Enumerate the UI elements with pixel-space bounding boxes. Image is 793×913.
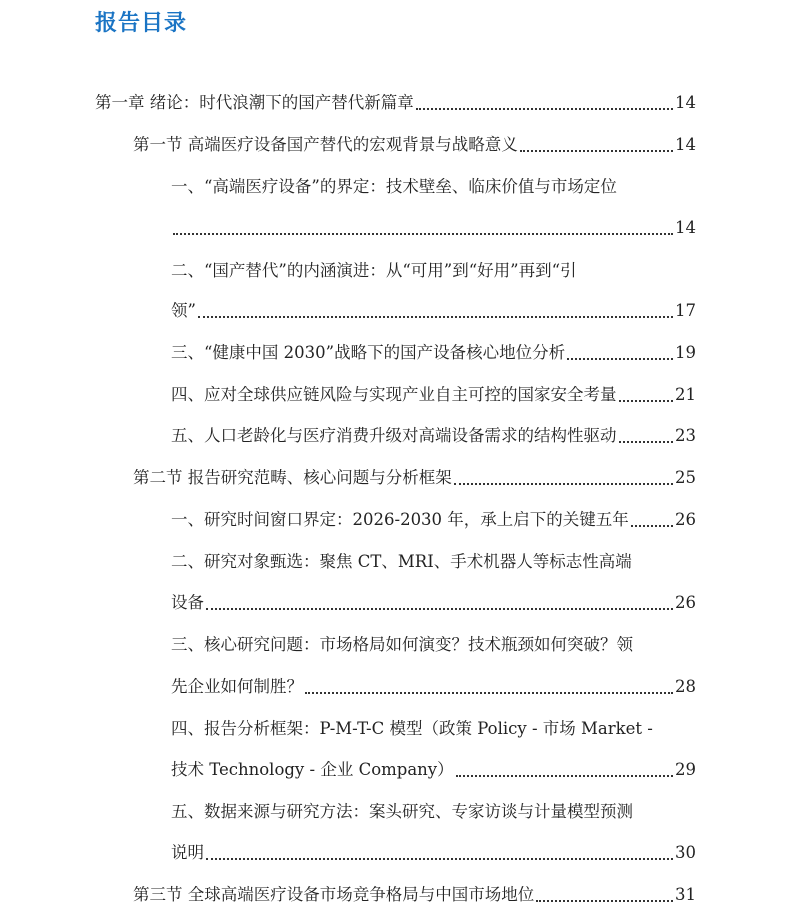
leader-dots bbox=[454, 473, 673, 485]
toc-entry-text: 说明 bbox=[171, 843, 204, 862]
toc-item-1-2-3[interactable] bbox=[171, 674, 696, 700]
toc-entry-text: 第三节 全球高端医疗设备市场竞争格局与中国市场地位 bbox=[133, 885, 535, 904]
toc-item-1-1-3[interactable] bbox=[171, 340, 696, 366]
toc-item-first-line[interactable]: 二、“国产替代”的内涵演进：从“可用”到“好用”再到“引 bbox=[171, 261, 577, 280]
toc-item-first-line[interactable]: 三、核心研究问题：市场格局如何演变？技术瓶颈如何突破？领 bbox=[171, 635, 633, 654]
toc-page-number: 28 bbox=[675, 677, 696, 696]
leader-dots bbox=[416, 98, 673, 110]
toc-item-1-1-4[interactable] bbox=[171, 382, 696, 408]
toc-page-number: 19 bbox=[675, 343, 696, 362]
toc-item-1-2-4[interactable] bbox=[171, 757, 696, 783]
toc-page-number: 29 bbox=[675, 760, 696, 779]
toc-page-number: 14 bbox=[675, 93, 696, 112]
toc-item-1-2-1[interactable] bbox=[171, 507, 696, 533]
toc-page-number: 25 bbox=[675, 468, 696, 487]
toc-page-number: 23 bbox=[675, 426, 696, 445]
leader-dots bbox=[619, 431, 674, 443]
toc-item-1-1-1[interactable] bbox=[171, 215, 696, 241]
toc-entry-text: 领” bbox=[171, 301, 196, 320]
toc-entry-text: 先企业如何制胜？ bbox=[171, 677, 303, 696]
toc-entry-text: 四、应对全球供应链风险与实现产业自主可控的国家安全考量 bbox=[171, 385, 617, 404]
leader-dots bbox=[619, 390, 674, 402]
toc-chapter-1[interactable] bbox=[95, 90, 696, 116]
leader-dots bbox=[456, 765, 673, 777]
toc-entry-text: 三、“健康中国 2030”战略下的国产设备核心地位分析 bbox=[171, 343, 566, 362]
toc-section-1-2[interactable] bbox=[133, 465, 696, 491]
toc-page-number: 26 bbox=[675, 510, 696, 529]
toc-section-1-3[interactable] bbox=[133, 882, 696, 908]
toc-entry-text: 五、人口老龄化与医疗消费升级对高端设备需求的结构性驱动 bbox=[171, 426, 617, 445]
toc-item-1-2-2[interactable] bbox=[171, 590, 696, 616]
leader-dots bbox=[206, 598, 673, 610]
toc-entry-text: 技术 Technology - 企业 Company） bbox=[171, 760, 454, 779]
toc-page-number: 17 bbox=[675, 301, 696, 320]
leader-dots bbox=[567, 348, 673, 360]
leader-dots bbox=[198, 306, 673, 318]
toc-entry-text: 第一节 高端医疗设备国产替代的宏观背景与战略意义 bbox=[133, 135, 518, 154]
toc-entry-text: 一、研究时间窗口界定：2026-2030 年，承上启下的关键五年 bbox=[171, 510, 629, 529]
toc-item-1-1-5[interactable] bbox=[171, 423, 696, 449]
leader-dots bbox=[206, 848, 673, 860]
leader-dots bbox=[520, 140, 673, 152]
toc-item-first-line[interactable]: 四、报告分析框架：P-M-T-C 模型（政策 Policy - 市场 Market - bbox=[171, 719, 653, 738]
leader-dots bbox=[536, 890, 673, 902]
toc-section-1-1[interactable] bbox=[133, 132, 696, 158]
toc-entry-text: 设备 bbox=[171, 593, 204, 612]
toc-page-number: 14 bbox=[675, 135, 696, 154]
leader-dots bbox=[173, 223, 673, 235]
toc-item-1-2-5[interactable] bbox=[171, 840, 696, 866]
page-title: 报告目录 bbox=[95, 11, 188, 36]
leader-dots bbox=[631, 515, 673, 527]
toc-entry-text: 第二节 报告研究范畴、核心问题与分析框架 bbox=[133, 468, 452, 487]
toc-item-first-line[interactable]: 二、研究对象甄选：聚焦 CT、MRI、手术机器人等标志性高端 bbox=[171, 552, 632, 571]
toc-item-first-line[interactable]: 五、数据来源与研究方法：案头研究、专家访谈与计量模型预测 bbox=[171, 802, 633, 821]
toc-item-1-1-2[interactable] bbox=[171, 298, 696, 324]
toc-item-first-line[interactable]: 一、“高端医疗设备”的界定：技术壁垒、临床价值与市场定位 bbox=[171, 177, 617, 196]
toc-page-number: 31 bbox=[675, 885, 696, 904]
toc-page-number: 30 bbox=[675, 843, 696, 862]
toc-entry-text: 第一章 绪论：时代浪潮下的国产替代新篇章 bbox=[95, 93, 414, 112]
toc-page-number: 26 bbox=[675, 593, 696, 612]
leader-dots bbox=[305, 682, 673, 694]
toc-page-number: 14 bbox=[675, 218, 696, 237]
toc-page-number: 21 bbox=[675, 385, 696, 404]
